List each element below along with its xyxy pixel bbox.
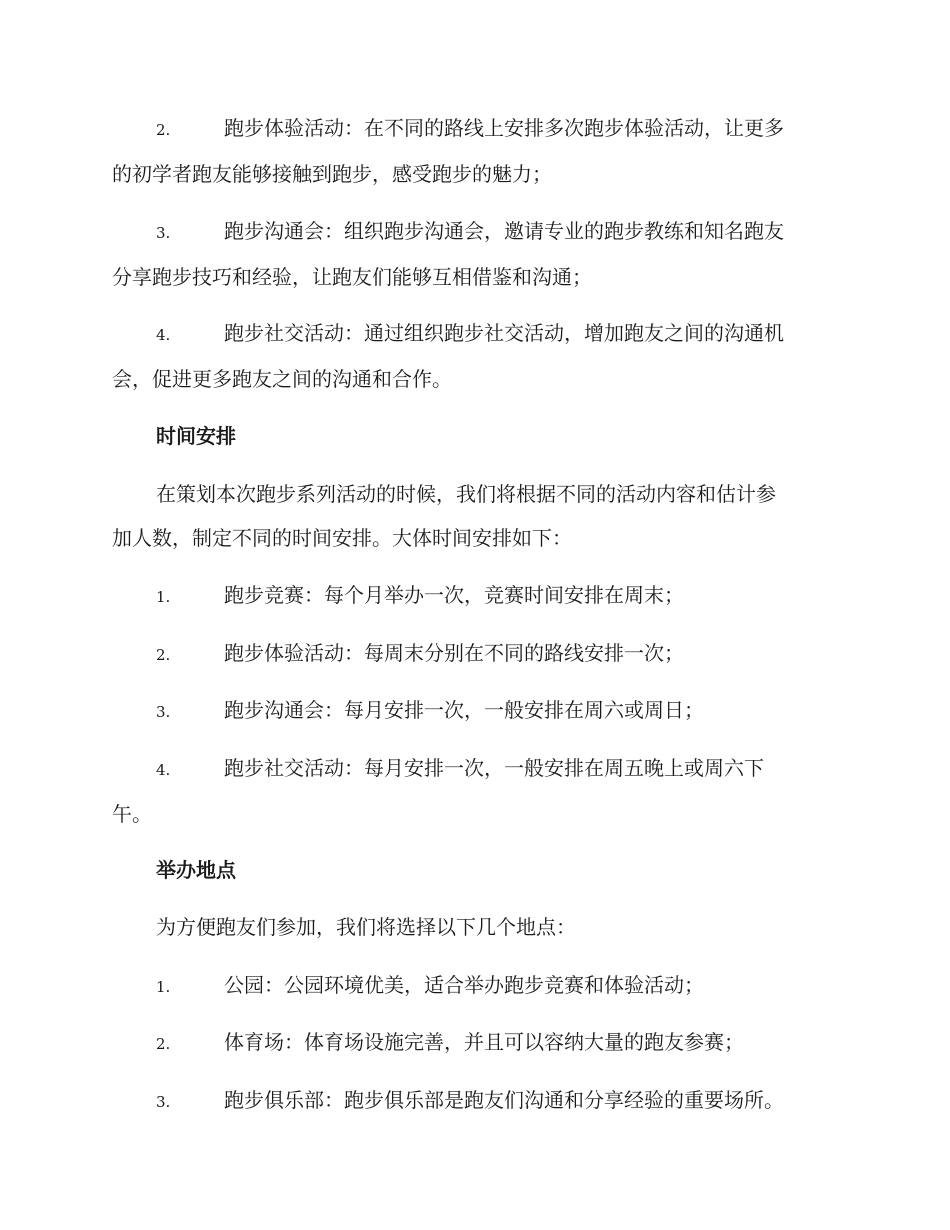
list-item-number: 4. [156,326,171,344]
list-item-text-continued: 的初学者跑友能够接触到跑步，感受跑步的魅力； [112,162,552,186]
list-item-text-continued: 会，促进更多跑友之间的沟通和合作。 [112,367,452,391]
list-item-text-continued: 午。 [112,802,152,826]
list-item-text: 跑步沟通会：组织跑步沟通会，邀请专业的跑步教练和知名跑友 [224,219,784,243]
list-item-number: 4. [156,761,171,779]
list-item-text: 跑步社交活动：每月安排一次，一般安排在周五晚上或周六下 [224,756,764,780]
section-paragraph: 为方便跑友们参加，我们将选择以下几个地点： [156,915,576,939]
list-item-text: 跑步体验活动：在不同的路线上安排多次跑步体验活动，让更多 [224,116,784,140]
section-heading: 时间安排 [156,424,236,448]
section-paragraph-continued: 加人数，制定不同的时间安排。大体时间安排如下： [112,526,572,550]
list-item-number: 2. [156,121,171,139]
list-item-number: 3. [156,703,171,721]
list-item-text: 跑步俱乐部：跑步俱乐部是跑友们沟通和分享经验的重要场所。 [224,1088,784,1112]
list-item-number: 3. [156,224,171,242]
list-item-number: 2. [156,1035,171,1053]
list-item-number: 3. [156,1093,171,1111]
section-heading: 举办地点 [156,858,236,882]
list-item-number: 1. [156,978,171,996]
section-paragraph: 在策划本次跑步系列活动的时候，我们将根据不同的活动内容和估计参 [156,482,776,506]
list-item-text: 跑步沟通会：每月安排一次，一般安排在周六或周日； [224,698,704,722]
list-item-text: 跑步竞赛：每个月举办一次，竞赛时间安排在周末； [224,583,684,607]
list-item-text: 跑步社交活动：通过组织跑步社交活动，增加跑友之间的沟通机 [224,321,784,345]
list-item-text: 体育场：体育场设施完善，并且可以容纳大量的跑友参赛； [224,1030,744,1054]
list-item-text: 公园：公园环境优美，适合举办跑步竞赛和体验活动； [224,973,704,997]
list-item-text-continued: 分享跑步技巧和经验，让跑友们能够互相借鉴和沟通； [112,265,592,289]
list-item-text: 跑步体验活动：每周末分别在不同的路线安排一次； [224,641,684,665]
list-item-number: 2. [156,646,171,664]
list-item-number: 1. [156,588,171,606]
